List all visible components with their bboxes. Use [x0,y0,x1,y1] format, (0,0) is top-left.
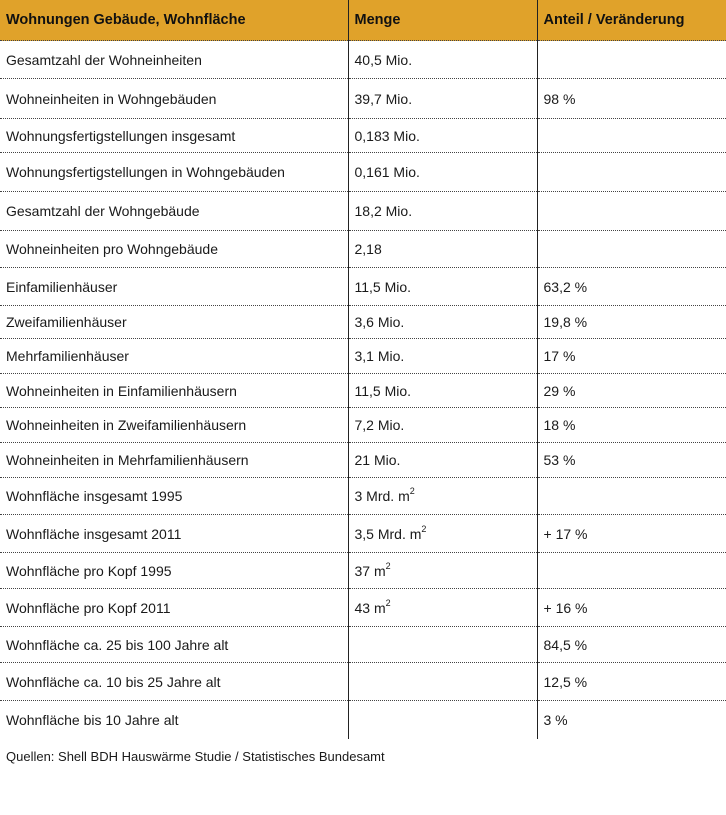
row-label: Wohnungsfertigstellungen in Wohngebäuden [0,153,348,192]
row-label: Wohnfläche insgesamt 2011 [0,515,348,553]
row-amount-value: 21 Mio. [354,452,401,468]
row-label: Wohnfläche ca. 10 bis 25 Jahre alt [0,663,348,701]
row-amount [348,663,537,701]
row-amount-value: 3,1 Mio. [354,348,405,364]
table-row [0,589,726,627]
table-row [0,339,726,374]
row-amount [348,268,537,306]
header-amount: Menge [348,0,537,41]
row-share [537,119,726,153]
table-row [0,553,726,589]
table-row [0,701,726,739]
row-amount-superscript: 2 [421,523,427,534]
row-amount [348,231,537,268]
row-share: 12,5 % [537,663,726,701]
row-amount-value: 18,2 Mio. [354,203,413,219]
row-amount [348,306,537,339]
row-amount-value: 3,6 Mio. [354,314,405,330]
header-category: Wohnungen Gebäude, Wohnfläche [0,0,348,41]
row-amount [348,443,537,478]
row-amount [348,153,537,192]
row-amount-value: 37 m [354,562,386,579]
table-row [0,515,726,553]
row-amount [348,478,537,515]
row-label: Wohneinheiten in Wohngebäuden [0,79,348,119]
row-share: 98 % [537,79,726,119]
table-row [0,119,726,153]
row-share [537,192,726,231]
row-amount-value: 11,5 Mio. [354,382,412,399]
row-amount [348,515,537,553]
row-label: Wohnfläche pro Kopf 2011 [0,589,348,627]
row-share: 84,5 % [537,627,726,663]
row-amount [348,589,537,627]
row-amount-value: 3,5 Mrd. m [354,525,422,542]
row-label: Wohnfläche pro Kopf 1995 [0,553,348,589]
row-amount [348,701,537,739]
table-row [0,478,726,515]
row-amount-superscript: 2 [385,597,391,608]
row-label: Wohnungsfertigstellungen insgesamt [0,119,348,153]
row-share: 29 % [537,374,726,408]
table-row [0,443,726,478]
row-amount [348,374,537,408]
row-amount [348,339,537,374]
row-amount [348,119,537,153]
row-label: Wohneinheiten in Mehrfamilienhäusern [0,443,348,478]
header-share: Anteil / Veränderung [537,0,726,41]
row-label: Gesamtzahl der Wohneinheiten [0,41,348,79]
row-share: 63,2 % [537,268,726,306]
row-share [537,41,726,79]
row-share: + 16 % [537,589,726,627]
row-share: 17 % [537,339,726,374]
row-label: Zweifamilienhäuser [0,306,348,339]
row-label: Wohnfläche insgesamt 1995 [0,478,348,515]
row-amount-value: 40,5 Mio. [354,51,413,68]
row-share: 19,8 % [537,306,726,339]
row-share [537,478,726,515]
row-amount-value: 7,2 Mio. [354,417,405,433]
row-share: 3 % [543,711,568,728]
table-body [0,41,726,739]
row-amount-value: 0,183 Mio. [354,127,420,144]
row-share: 53 % [537,443,726,478]
row-amount-superscript: 2 [385,560,391,571]
row-amount [348,79,537,119]
row-amount [348,192,537,231]
table-row [0,41,726,79]
table-row [0,79,726,119]
row-share: + 17 % [537,515,726,553]
row-amount-superscript: 2 [409,486,415,497]
table-row [0,153,726,192]
table-row [0,374,726,408]
row-share [537,553,726,589]
table-row [0,306,726,339]
table-row [0,627,726,663]
row-label: Wohnfläche ca. 25 bis 100 Jahre alt [0,627,348,663]
row-amount-value: 0,161 Mio. [354,164,420,180]
row-share [537,231,726,268]
row-label: Wohneinheiten in Einfamilienhäusern [0,374,348,408]
row-label: Gesamtzahl der Wohngebäude [0,192,348,231]
row-share [537,153,726,192]
row-amount-value: 11,5 Mio. [354,278,412,295]
row-amount-value: 3 Mrd. m [354,488,410,504]
row-amount-value: 43 m [354,599,386,616]
row-amount-value: 39,7 Mio. [354,90,413,107]
table-header-row [0,0,726,41]
source-note: Quellen: Shell BDH Hauswärme Studie / Statistisches Bundesamt [6,749,385,764]
table-row [0,268,726,306]
row-label: Wohnfläche bis 10 Jahre alt [0,701,348,739]
row-amount [348,41,537,79]
row-share: 18 % [537,408,726,443]
row-label: Wohneinheiten in Zweifamilienhäusern [0,408,348,443]
row-amount [348,627,537,663]
row-amount [348,408,537,443]
row-amount-value: 2,18 [354,241,382,257]
row-amount [348,553,537,589]
table-row [0,231,726,268]
table-row [0,408,726,443]
row-label: Wohneinheiten pro Wohngebäude [0,231,348,268]
table-row [0,192,726,231]
row-label: Einfamilienhäuser [0,268,348,306]
row-label: Mehrfamilienhäuser [0,339,348,374]
table-row [0,663,726,701]
